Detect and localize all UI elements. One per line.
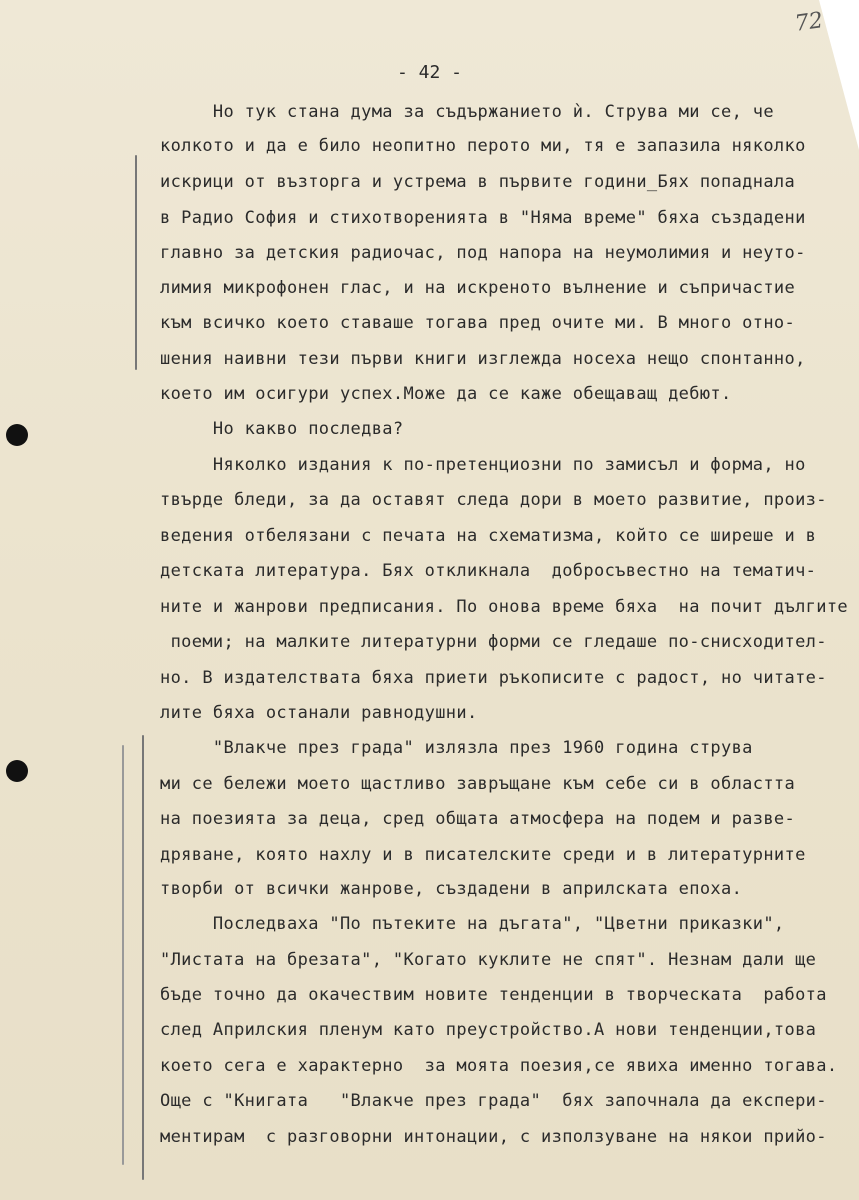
text-line: "Влакче през града" излязла през 1960 година струва <box>160 738 753 758</box>
text-line: но. В издателствата бяха приети ръкописите с радост, но читате- <box>160 668 827 688</box>
text-line: искрици от възторга и устрема в първите години_Бях попаднала <box>160 172 796 192</box>
text-line: Още с "Книгата "Влакче през града" бях започнала да експери- <box>160 1091 827 1111</box>
text-line: "Листата на брезата", "Когато куклите не спят". Незнам дали ще <box>160 950 817 970</box>
margin-pencil-line-2 <box>142 735 144 1180</box>
margin-pencil-line-3 <box>122 745 124 1165</box>
text-line: лите бяха останали равнодушни. <box>160 703 478 723</box>
text-line: ми се бележи моето щастливо завръщане към себе си в областта <box>160 774 796 794</box>
text-line: към всичко което ставаше тогава пред очите ми. В много отно- <box>160 313 796 333</box>
text-line: главно за детския радиочас, под напора на неумолимия и неуто- <box>160 243 806 263</box>
text-line: бъде точно да окачествим новите тенденции в творческата работа <box>160 985 827 1005</box>
text-line: на поезията за деца, сред общата атмосфера на подем и разве- <box>160 809 796 829</box>
text-line: шения наивни тези първи книги изглежда носеха нещо спонтанно, <box>160 349 806 369</box>
text-line: Но какво последва? <box>160 419 404 439</box>
text-line: което сега е характерно за моята поезия,се явиха именно тогава. <box>160 1056 838 1076</box>
text-line: Няколко издания к по-претенциозни по замисъл и форма, но <box>160 455 806 475</box>
text-line: дряване, която нахлу и в писателските среди и в литературните <box>160 845 806 865</box>
text-line: лимия микрофонен глас, и на искреното вълнение и съпричастие <box>160 278 796 298</box>
punch-hole-bottom <box>6 760 28 782</box>
text-line: твърде бледи, за да оставят следа дори в моето развитие, произ- <box>160 490 827 510</box>
text-line: което им осигури успех.Може да се каже обещаващ дебют. <box>160 384 732 404</box>
text-line: Последваха "По пътеките на дъгата", "Цветни приказки", <box>160 914 785 934</box>
text-line: детската литература. Бях откликнала добросъвестно на тематич- <box>160 561 817 581</box>
page-number: - 42 - <box>396 62 463 83</box>
text-line: в Радио София и стихотворенията в "Няма време" бяха създадени <box>160 208 806 228</box>
text-line: ведения отбелязани с печата на схематизма, който се ширеше и в <box>160 526 817 546</box>
folio-number: 72 <box>793 8 825 37</box>
text-line: поеми; на малките литературни форми се гледаше по-снисходител- <box>160 632 827 652</box>
text-line: Но тук стана дума за съдържанието ѝ. Струва ми се, че <box>160 102 774 122</box>
margin-pencil-line-1 <box>135 155 137 370</box>
punch-hole-top <box>6 424 28 446</box>
text-line: ните и жанрови предписания. По онова време бяха на почит дългите <box>160 597 849 617</box>
text-line: творби от всички жанрове, създадени в априлската епоха. <box>160 879 743 899</box>
text-line: след Априлския пленум като преустройство.А нови тенденции,това <box>160 1020 817 1040</box>
text-line: колкото и да е било неопитно перото ми, тя е запазила няколко <box>160 136 806 156</box>
text-line: ментирам с разговорни интонации, с използуване на някои прийо- <box>160 1127 827 1147</box>
